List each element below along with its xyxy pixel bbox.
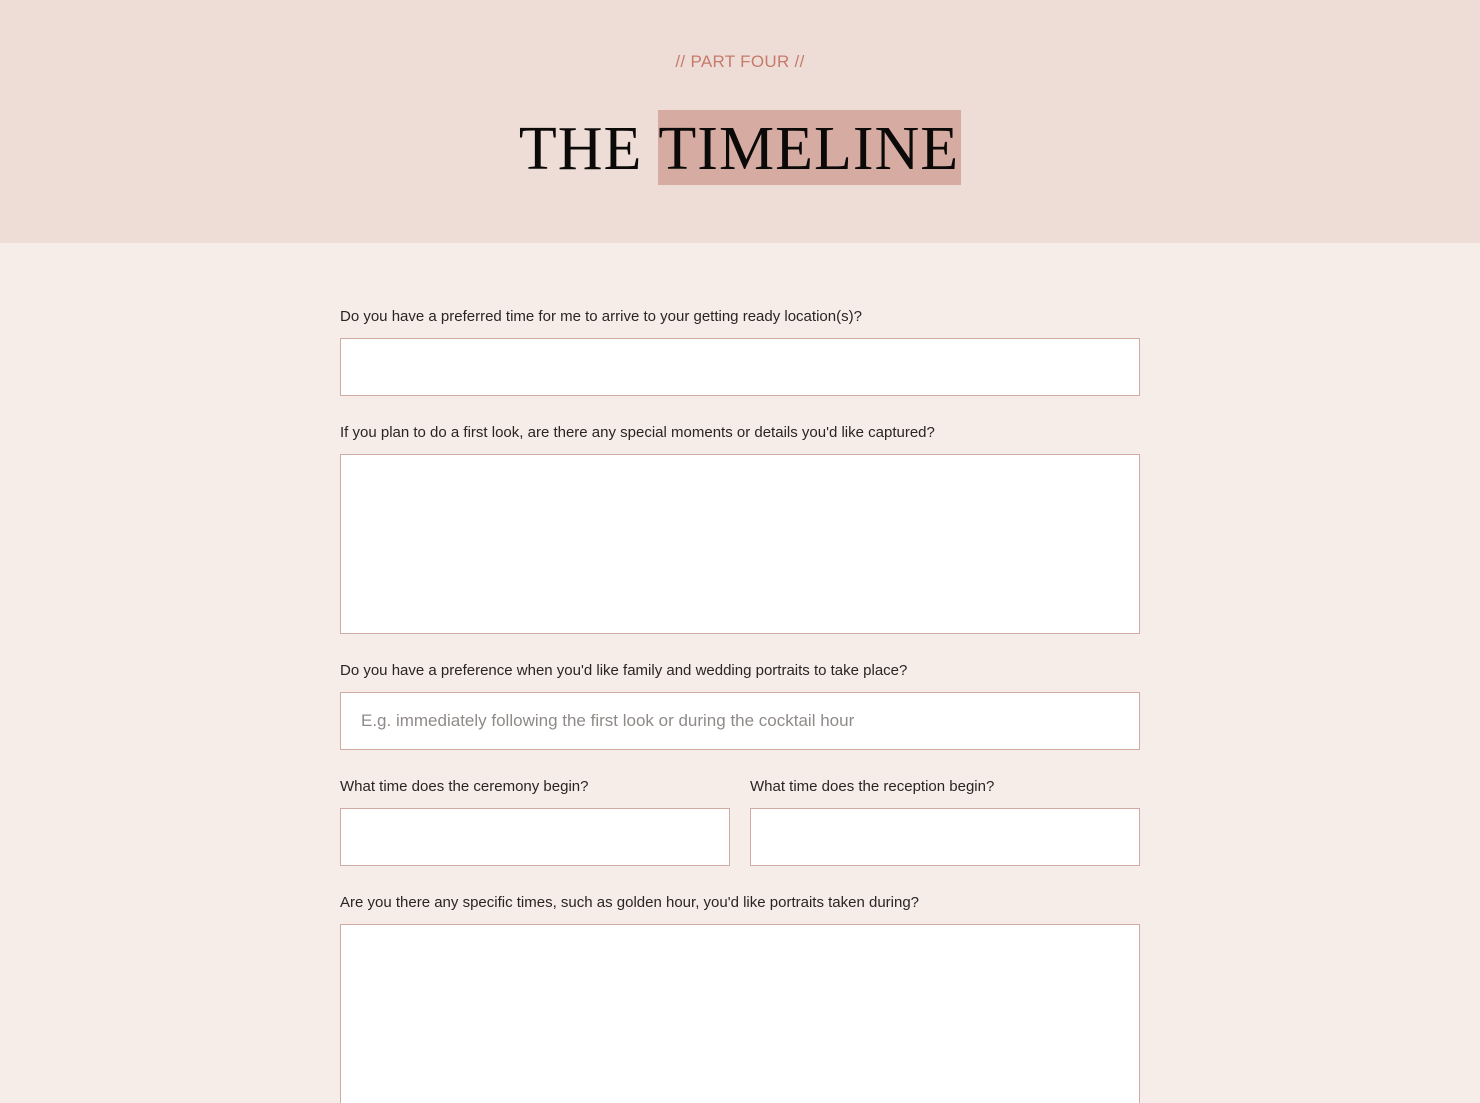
portraits-preference-label: Do you have a preference when you'd like family and wedding portraits to take place? <box>340 662 908 679</box>
reception-time-input[interactable] <box>750 808 1140 866</box>
section-title <box>0 110 1480 188</box>
ceremony-time-input[interactable] <box>340 808 730 866</box>
title-plain-text: THE <box>518 115 643 183</box>
specific-times-label: Are you there any specific times, such as golden hour, you'd like portraits taken during? <box>340 894 920 911</box>
section-eyebrow: // PART FOUR // <box>675 52 805 71</box>
portraits-preference-input[interactable] <box>340 692 1140 750</box>
section-header <box>0 0 1480 243</box>
ceremony-time-label: What time does the ceremony begin? <box>340 778 589 795</box>
first-look-label: If you plan to do a first look, are there any special moments or details you'd like captured? <box>340 424 935 441</box>
reception-time-label: What time does the reception begin? <box>750 778 995 795</box>
title-highlighted-text: TIMELINE <box>658 110 961 185</box>
first-look-textarea[interactable] <box>340 454 1140 634</box>
specific-times-textarea[interactable] <box>340 924 1140 1103</box>
arrival-time-input[interactable] <box>340 338 1140 396</box>
arrival-time-label: Do you have a preferred time for me to arrive to your getting ready location(s)? <box>340 308 862 325</box>
